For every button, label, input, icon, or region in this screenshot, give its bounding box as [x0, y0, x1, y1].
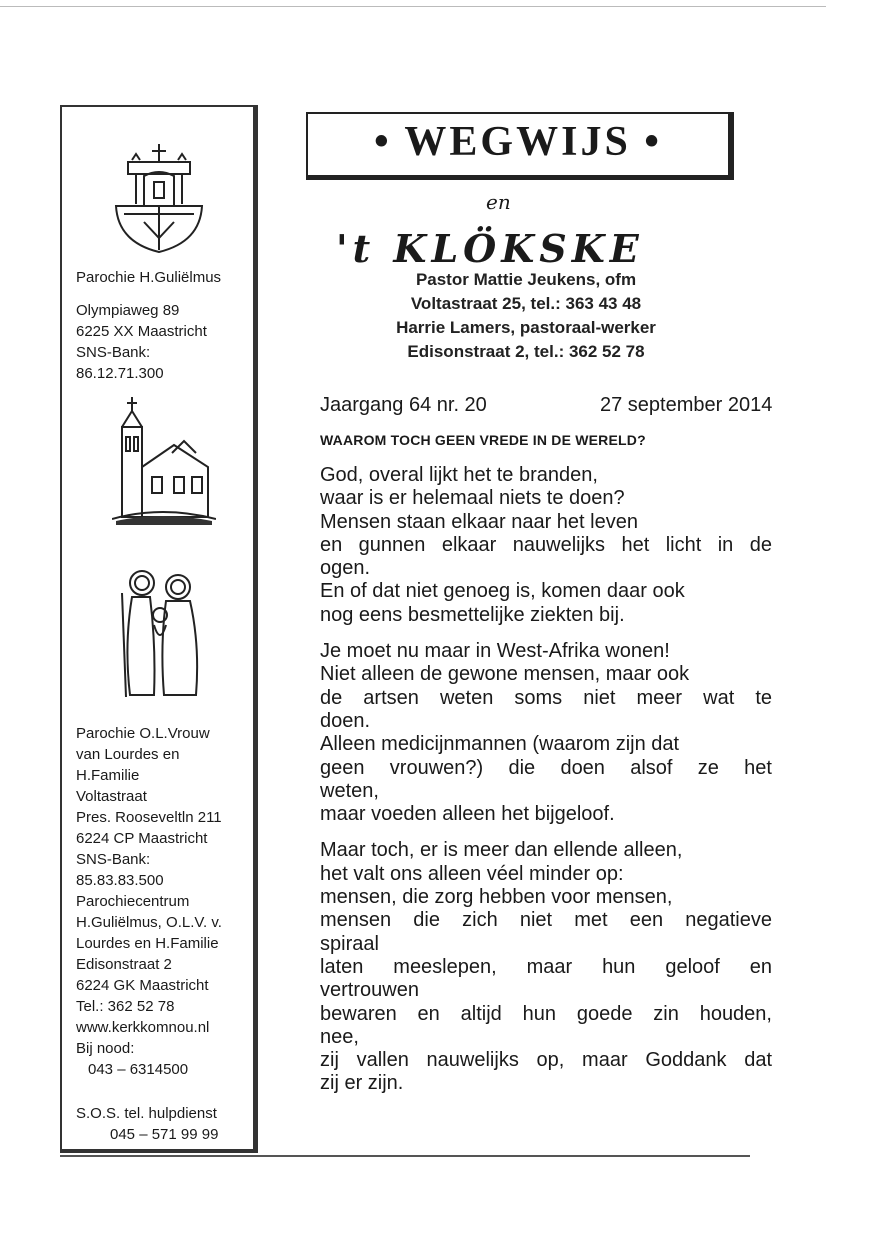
poem-line: waar is er helemaal niets te doen?: [320, 487, 625, 510]
parish2-website: www.kerkkomnou.nl: [76, 1019, 210, 1036]
parish2-line: Tel.: 362 52 78: [76, 998, 175, 1015]
poem-line: zij vallen nauwelijks op, maar Goddank dat: [320, 1049, 772, 1072]
parish-crest-icon: [114, 142, 204, 254]
parish2-line: Pres. Rooseveltln 211: [76, 809, 222, 826]
masthead-subtitle: 't KLÖKSKE: [336, 226, 644, 271]
parish2-line: 85.83.83.500: [76, 872, 164, 889]
poem-line: spiraal: [320, 932, 379, 955]
poem-line: God, overal lijkt het te branden,: [320, 464, 598, 486]
stanza-1: [320, 464, 772, 627]
sos-number: 045 – 571 99 99: [110, 1126, 219, 1143]
contact-line: Harrie Lamers, pastoraal-werker: [396, 318, 656, 337]
poem-line: de artsen weten soms niet meer wat te: [320, 686, 772, 709]
sos-label: S.O.S. tel. hulpdienst: [76, 1105, 217, 1122]
poem-line: ogen.: [320, 557, 371, 580]
poem-line: laten meeslepen, maar hun geloof en: [320, 955, 772, 978]
contact-line: Voltastraat 25, tel.: 363 43 48: [410, 294, 642, 313]
parish2-line: 6224 CP Maastricht: [76, 830, 208, 847]
contact-line: Pastor Mattie Jeukens, ofm: [415, 270, 637, 289]
masthead-title: • WEGWIJS •: [306, 112, 734, 180]
parish-sidebar: [60, 105, 258, 1153]
parish2-line: SNS-Bank:: [76, 851, 151, 868]
poem-line: en gunnen elkaar nauwelijks het licht in de: [320, 533, 772, 556]
poem-line: mensen die zich niet met een negatieve: [320, 909, 772, 932]
sos-info: [76, 1103, 218, 1145]
parish1-name: Parochie H.Guliëlmus: [76, 269, 222, 286]
parish2-line: Parochiecentrum: [76, 893, 190, 910]
issue-volume: Jaargang 64 nr. 20: [320, 394, 487, 416]
parish1-address2: 6225 XX Maastricht: [76, 323, 207, 340]
parish2-line: H.Familie: [76, 767, 140, 784]
parish2-line: Bij nood:: [76, 1040, 135, 1057]
parish2-line: van Lourdes en: [76, 746, 180, 763]
poem-line: nee,: [320, 1025, 359, 1048]
article-body: [320, 464, 772, 1109]
parish2-line: Parochie O.L.Vrouw: [76, 725, 210, 742]
parish2-line: Edisonstraat 2: [76, 956, 172, 973]
parish2-line: H.Guliëlmus, O.L.V. v.: [76, 914, 222, 931]
holy-family-illustration-icon: [114, 565, 210, 700]
poem-line: Maar toch, er is meer dan ellende alleen,: [320, 839, 683, 862]
article-heading: WAAROM TOCH GEEN VREDE IN DE WERELD?: [320, 432, 646, 448]
stanza-3: [320, 839, 772, 1095]
poem-line: geen vrouwen?) die doen alsof ze het: [320, 756, 772, 779]
contact-line: Edisonstraat 2, tel.: 362 52 78: [407, 342, 645, 361]
poem-line: maar voeden alleen het bijgeloof.: [320, 803, 615, 826]
poem-line: Mensen staan elkaar naar het leven: [320, 510, 638, 533]
masthead-connector: en: [486, 190, 511, 214]
poem-line: nog eens besmettelijke ziekten bij.: [320, 603, 625, 626]
church-illustration-icon: [112, 397, 216, 527]
parish1-info: [76, 267, 221, 384]
poem-line: Niet alleen de gewone mensen, maar ook: [320, 663, 690, 686]
poem-line: zij er zijn.: [320, 1072, 404, 1095]
poem-line: Je moet nu maar in West-Afrika wonen!: [320, 640, 670, 663]
parish1-bank-number: 86.12.71.300: [76, 365, 164, 382]
bottom-rule: [60, 1155, 750, 1157]
parish1-address1: Olympiaweg 89: [76, 302, 180, 319]
parish1-bank-label: SNS-Bank:: [76, 344, 151, 361]
emergency-phone: 043 – 6314500: [88, 1061, 189, 1078]
issue-date: 27 september 2014: [600, 394, 773, 416]
parish2-line: Voltastraat: [76, 788, 147, 805]
top-rule: [0, 6, 826, 7]
poem-line: Alleen medicijnmannen (waarom zijn dat: [320, 733, 680, 756]
parish2-info: [76, 723, 222, 1080]
parish2-line: 6224 GK Maastricht: [76, 977, 209, 994]
poem-line: het valt ons alleen véel minder op:: [320, 862, 624, 885]
contacts-block: [356, 268, 696, 364]
poem-line: weten,: [320, 779, 379, 802]
stanza-2: [320, 640, 772, 826]
poem-line: mensen, die zorg hebben voor mensen,: [320, 886, 673, 909]
poem-line: doen.: [320, 709, 371, 732]
poem-line: En of dat niet genoeg is, komen daar ook: [320, 580, 685, 603]
poem-line: vertrouwen: [320, 979, 419, 1002]
poem-line: bewaren en altijd hun goede zin houden,: [320, 1002, 772, 1025]
parish2-line: Lourdes en H.Familie: [76, 935, 219, 952]
